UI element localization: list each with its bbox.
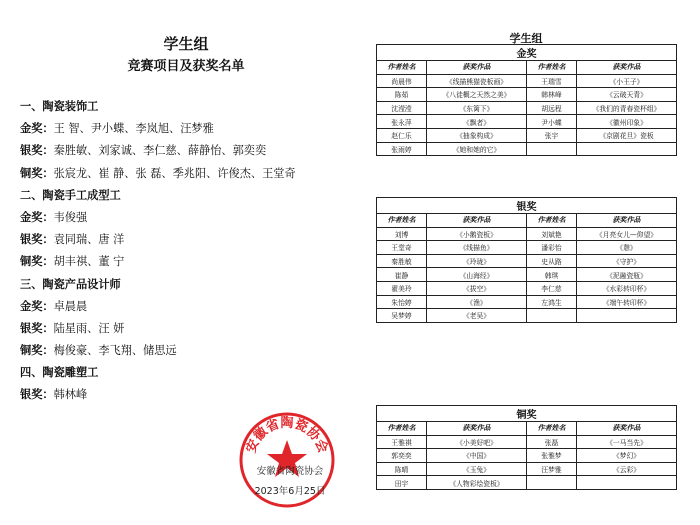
column-header: 获奖作品 xyxy=(427,61,527,75)
author-cell: 张雅梦 xyxy=(527,449,577,463)
table-row xyxy=(377,101,677,115)
work-cell xyxy=(577,142,677,156)
column-header: 获奖作品 xyxy=(427,214,527,228)
author-cell: 韩林峰 xyxy=(527,88,577,102)
work-cell: 《水彩转印杯》 xyxy=(577,281,677,295)
author-cell: 翟美玲 xyxy=(377,281,427,295)
author-cell: 张磊 xyxy=(527,435,577,449)
award-label: 铜奖： xyxy=(20,166,54,180)
author-cell: 尹小蝶 xyxy=(527,115,577,129)
work-cell: 《憩》 xyxy=(577,241,677,255)
column-header: 获奖作品 xyxy=(577,214,677,228)
issuer-name: 安徽省陶瓷协会 xyxy=(256,466,324,477)
work-cell: 《拔空》 xyxy=(427,281,527,295)
author-cell: 史从路 xyxy=(527,254,577,268)
work-cell: 《小王子》 xyxy=(577,74,677,88)
section-heading: 四、陶瓷雕塑工 xyxy=(20,366,99,380)
winner-names: 王 智、尹小蝶、李岚旭、汪梦雅 xyxy=(53,122,214,136)
award-label: 铜奖： xyxy=(20,255,54,269)
table-row xyxy=(377,227,677,241)
award-line xyxy=(20,318,372,340)
table-row xyxy=(377,281,677,295)
award-label: 银奖： xyxy=(20,144,54,158)
work-cell: 《老吴》 xyxy=(427,309,527,323)
work-cell: 《徽州印象》 xyxy=(577,115,677,129)
author-cell: 田宇 xyxy=(377,476,427,490)
work-cell: 《泥融瓷瓶》 xyxy=(577,268,677,282)
work-cell: 《飘者》 xyxy=(427,115,527,129)
table-row xyxy=(377,142,677,156)
work-cell: 《京剧花旦》瓷板 xyxy=(577,128,677,142)
work-cell: 《抽象构成》 xyxy=(427,128,527,142)
page-title: 学生组 xyxy=(163,35,209,53)
column-header: 作者姓名 xyxy=(377,214,427,228)
winner-names: 胡丰祺、董 宁 xyxy=(53,255,125,269)
award-line xyxy=(20,384,372,406)
column-header: 作者姓名 xyxy=(527,214,577,228)
column-header: 作者姓名 xyxy=(377,61,427,75)
work-cell: 《玲珑》 xyxy=(427,254,527,268)
author-cell: 吴梦婷 xyxy=(377,309,427,323)
award-line xyxy=(20,118,372,140)
author-cell: 赵仁乐 xyxy=(377,128,427,142)
work-cell: 《梦幻》 xyxy=(577,449,677,463)
author-cell: 张雨婷 xyxy=(377,142,427,156)
table-row xyxy=(377,476,677,490)
author-cell: 秦胜敏 xyxy=(377,254,427,268)
work-cell: 《她和她的它》 xyxy=(427,142,527,156)
author-cell: 尚晨伟 xyxy=(377,74,427,88)
column-header: 获奖作品 xyxy=(427,422,527,436)
award-line xyxy=(20,140,372,162)
section-heading: 三、陶瓷产品设计师 xyxy=(20,277,121,291)
award-label: 铜奖： xyxy=(20,344,54,358)
work-cell: 《八徒概之天然之美》 xyxy=(427,88,527,102)
author-cell: 陈茹 xyxy=(377,88,427,102)
author-cell: 韩琪 xyxy=(527,268,577,282)
table-row xyxy=(377,254,677,268)
table-row xyxy=(377,462,677,476)
winner-names: 韦俊强 xyxy=(53,210,88,224)
author-cell: 王瑞雪 xyxy=(527,74,577,88)
table-row xyxy=(377,241,677,255)
work-cell: 《一马当先》 xyxy=(577,435,677,449)
winner-names: 韩林峰 xyxy=(53,388,88,402)
work-cell: 《云破天青》 xyxy=(577,88,677,102)
table-caption: 铜奖 xyxy=(377,406,677,422)
author-cell: 张宇 xyxy=(527,128,577,142)
table-row xyxy=(377,128,677,142)
award-label: 金奖： xyxy=(20,299,54,313)
award-line xyxy=(20,163,372,185)
work-cell: 《月亮女儿—仰望》 xyxy=(577,227,677,241)
award-label: 银奖： xyxy=(20,233,54,247)
author-cell: 刘博 xyxy=(377,227,427,241)
award-line xyxy=(20,229,372,251)
table-caption: 金奖 xyxy=(377,45,677,61)
author-cell: 王堂奇 xyxy=(377,241,427,255)
work-cell: 《东篱下》 xyxy=(427,101,527,115)
work-cell: 《线描鱼》 xyxy=(427,241,527,255)
table-row xyxy=(377,74,677,88)
winner-names: 袁同瑞、唐 洋 xyxy=(53,233,125,247)
table-row xyxy=(377,268,677,282)
author-cell: 潘彩怡 xyxy=(527,241,577,255)
winner-names: 陆星雨、汪 妍 xyxy=(53,321,125,335)
work-cell: 《人物彩绘瓷板》 xyxy=(427,476,527,490)
award-label: 银奖： xyxy=(20,388,54,402)
table-row xyxy=(377,115,677,129)
award-label: 金奖： xyxy=(20,122,54,136)
award-line xyxy=(20,251,372,273)
table-row xyxy=(377,295,677,309)
section-heading: 一、陶瓷装饰工 xyxy=(20,100,99,113)
award-table xyxy=(376,44,677,156)
author-cell: 朱怡婷 xyxy=(377,295,427,309)
work-cell: 《玉兔》 xyxy=(427,462,527,476)
table-row xyxy=(377,435,677,449)
author-cell: 王雅祺 xyxy=(377,435,427,449)
author-cell: 张永萍 xyxy=(377,115,427,129)
award-label: 金奖： xyxy=(20,210,54,224)
winner-names: 秦胜敏、刘家诚、李仁慈、薛静怡、郭奕奕 xyxy=(53,144,267,158)
author-cell xyxy=(527,309,577,323)
author-cell: 刘斌艳 xyxy=(527,227,577,241)
table-group-title: 学生组 xyxy=(509,32,543,45)
author-cell: 李仁慈 xyxy=(527,281,577,295)
work-cell: 《山海经》 xyxy=(427,268,527,282)
award-table xyxy=(376,197,677,323)
author-cell: 左鸿生 xyxy=(527,295,577,309)
author-cell xyxy=(527,476,577,490)
winner-names: 梅俊豪、李飞翔、储思远 xyxy=(53,344,177,358)
column-header: 作者姓名 xyxy=(377,422,427,436)
work-cell xyxy=(577,309,677,323)
work-cell: 《小鹅瓷板》 xyxy=(427,227,527,241)
work-cell: 《守护》 xyxy=(577,254,677,268)
author-cell xyxy=(527,142,577,156)
author-cell: 汪梦雅 xyxy=(527,462,577,476)
award-lines xyxy=(20,96,372,407)
work-cell: 《渔》 xyxy=(427,295,527,309)
table-caption: 银奖 xyxy=(377,198,677,214)
column-header: 获奖作品 xyxy=(577,422,677,436)
author-cell: 陈晴 xyxy=(377,462,427,476)
author-cell: 胡远程 xyxy=(527,101,577,115)
author-cell: 崔静 xyxy=(377,268,427,282)
work-cell xyxy=(577,476,677,490)
work-cell: 《小美好吧》 xyxy=(427,435,527,449)
work-cell: 《中国》 xyxy=(427,449,527,463)
award-table xyxy=(376,405,677,490)
issue-date: 2023年6月25日 xyxy=(254,486,326,497)
winner-names: 卓晨晨 xyxy=(53,299,88,313)
award-line xyxy=(20,296,372,318)
award-line xyxy=(20,207,372,229)
table-row xyxy=(377,88,677,102)
award-label: 银奖： xyxy=(20,321,54,335)
winner-names: 张宸龙、崔 静、张 磊、季兆阳、许俊杰、王堂奇 xyxy=(53,166,296,180)
work-cell: 《端午转印杯》 xyxy=(577,295,677,309)
work-cell: 《线描熊猫瓷板画》 xyxy=(427,74,527,88)
column-header: 作者姓名 xyxy=(527,422,577,436)
table-row xyxy=(377,309,677,323)
svg-text:安徽省陶瓷协会: 安徽省陶瓷协会 xyxy=(243,415,331,456)
award-line xyxy=(20,340,372,362)
column-header: 作者姓名 xyxy=(527,61,577,75)
column-header: 获奖作品 xyxy=(577,61,677,75)
author-cell: 郭奕奕 xyxy=(377,449,427,463)
table-row xyxy=(377,449,677,463)
section-heading: 二、陶瓷手工成型工 xyxy=(20,188,121,202)
work-cell: 《我们的青春瓷杯组》 xyxy=(577,101,677,115)
author-cell: 沈滢滢 xyxy=(377,101,427,115)
page-subtitle: 竞赛项目及获奖名单 xyxy=(127,59,245,74)
work-cell: 《云彩》 xyxy=(577,462,677,476)
